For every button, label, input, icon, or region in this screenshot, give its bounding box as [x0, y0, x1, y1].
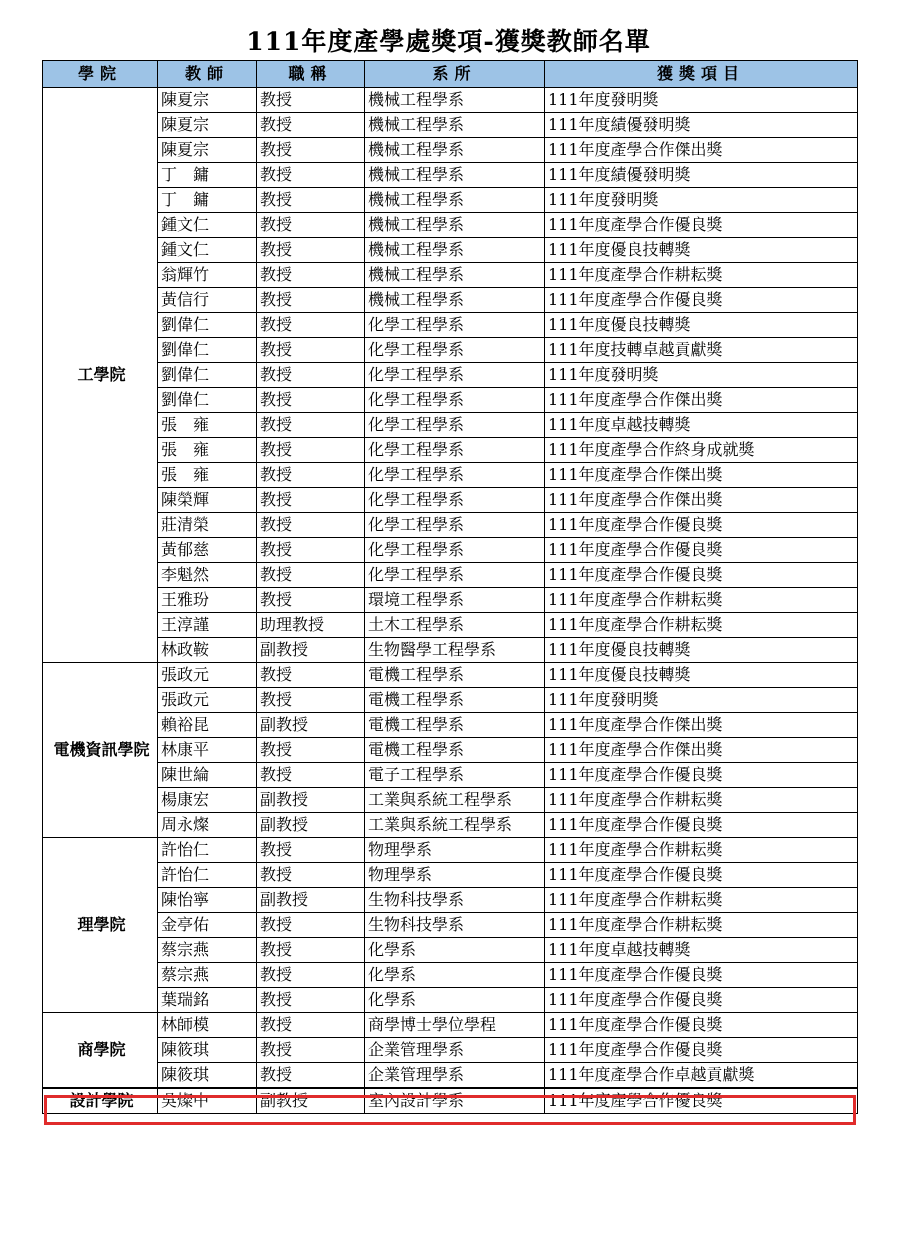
department-cell: 生物科技學系: [365, 888, 545, 913]
title-cell: 助理教授: [257, 613, 365, 638]
table-row: [43, 388, 858, 413]
title-cell: 教授: [257, 538, 365, 563]
award-cell: 111年度產學合作耕耘獎: [545, 888, 858, 913]
table-row: [43, 313, 858, 338]
award-cell: 111年度產學合作傑出獎: [545, 488, 858, 513]
title-cell: 副教授: [257, 713, 365, 738]
award-cell: 111年度發明獎: [545, 363, 858, 388]
teacher-cell: 陳筱琪: [158, 1063, 257, 1089]
title-cell: 教授: [257, 463, 365, 488]
department-cell: 化學工程學系: [365, 488, 545, 513]
title-cell: 教授: [257, 413, 365, 438]
title-cell: 教授: [257, 1013, 365, 1038]
title-cell: 教授: [257, 113, 365, 138]
table-row: [43, 513, 858, 538]
teacher-cell: 劉偉仁: [158, 313, 257, 338]
department-cell: 化學工程學系: [365, 463, 545, 488]
teacher-cell: 林政鞍: [158, 638, 257, 663]
teacher-cell: 王淳謹: [158, 613, 257, 638]
teacher-cell: 王雅玢: [158, 588, 257, 613]
teacher-cell: 張 雍: [158, 413, 257, 438]
table-row: [43, 788, 858, 813]
department-cell: 化學工程學系: [365, 563, 545, 588]
department-cell: 化學系: [365, 938, 545, 963]
title-cell: 教授: [257, 1038, 365, 1063]
award-cell: 111年度產學合作卓越貢獻獎: [545, 1063, 858, 1089]
department-cell: 企業管理學系: [365, 1063, 545, 1089]
title-cell: 教授: [257, 963, 365, 988]
department-cell: 物理學系: [365, 863, 545, 888]
title-cell: 教授: [257, 1063, 365, 1089]
teacher-cell: 張政元: [158, 688, 257, 713]
table-row: [43, 188, 858, 213]
teacher-cell: 陳筱琪: [158, 1038, 257, 1063]
title-cell: 教授: [257, 738, 365, 763]
teacher-cell: 陳怡寧: [158, 888, 257, 913]
teacher-cell: 莊清榮: [158, 513, 257, 538]
department-cell: 生物醫學工程學系: [365, 638, 545, 663]
title-cell: 教授: [257, 913, 365, 938]
teacher-cell: 翁輝竹: [158, 263, 257, 288]
title-cell: 教授: [257, 238, 365, 263]
college-cell: 商學院: [43, 1013, 158, 1089]
table-header-row: [43, 61, 858, 88]
table-body: [43, 88, 858, 1114]
table-row: [43, 988, 858, 1013]
teacher-cell: 丁 鏞: [158, 188, 257, 213]
award-cell: 111年度發明獎: [545, 188, 858, 213]
award-cell: 111年度發明獎: [545, 88, 858, 113]
award-cell: 111年度優良技轉獎: [545, 638, 858, 663]
teacher-cell: 張 雍: [158, 463, 257, 488]
department-cell: 生物科技學系: [365, 913, 545, 938]
award-cell: 111年度優良技轉獎: [545, 663, 858, 688]
department-cell: 機械工程學系: [365, 88, 545, 113]
award-table: [42, 60, 858, 1114]
teacher-cell: 丁 鏞: [158, 163, 257, 188]
title-cell: 教授: [257, 688, 365, 713]
department-cell: 物理學系: [365, 838, 545, 863]
department-cell: 環境工程學系: [365, 588, 545, 613]
award-cell: 111年度卓越技轉獎: [545, 413, 858, 438]
award-cell: 111年度產學合作優良獎: [545, 538, 858, 563]
teacher-cell: 鍾文仁: [158, 213, 257, 238]
title-cell: 教授: [257, 863, 365, 888]
page-title: 111年度產學處獎項-獲獎教師名單: [246, 27, 651, 56]
department-cell: 化學工程學系: [365, 413, 545, 438]
teacher-cell: 陳夏宗: [158, 113, 257, 138]
college-cell: 理學院: [43, 838, 158, 1013]
teacher-cell: 劉偉仁: [158, 363, 257, 388]
award-cell: 111年度優良技轉獎: [545, 238, 858, 263]
title-cell: 教授: [257, 938, 365, 963]
department-cell: 工業與系統工程學系: [365, 788, 545, 813]
award-cell: 111年度績優發明獎: [545, 163, 858, 188]
award-cell: 111年度產學合作耕耘獎: [545, 613, 858, 638]
teacher-cell: 許怡仁: [158, 863, 257, 888]
award-cell: 111年度產學合作優良獎: [545, 1038, 858, 1063]
table-row: [43, 963, 858, 988]
table-row: [43, 763, 858, 788]
teacher-cell: 李魁然: [158, 563, 257, 588]
department-cell: 電子工程學系: [365, 763, 545, 788]
teacher-cell: 金亭佑: [158, 913, 257, 938]
award-cell: 111年度產學合作優良獎: [545, 1088, 858, 1114]
award-cell: 111年度產學合作耕耘獎: [545, 788, 858, 813]
award-cell: 111年度產學合作優良獎: [545, 963, 858, 988]
table-row: [43, 663, 858, 688]
teacher-cell: 陳夏宗: [158, 138, 257, 163]
award-cell: 111年度產學合作優良獎: [545, 513, 858, 538]
header-award: 獲獎項目: [545, 61, 858, 88]
teacher-cell: 黃郁慈: [158, 538, 257, 563]
department-cell: 電機工程學系: [365, 663, 545, 688]
award-cell: 111年度產學合作傑出獎: [545, 713, 858, 738]
department-cell: 化學系: [365, 963, 545, 988]
header-title: 職稱: [257, 61, 365, 88]
award-cell: 111年度產學合作優良獎: [545, 763, 858, 788]
teacher-cell: 林師模: [158, 1013, 257, 1038]
table-row: [43, 463, 858, 488]
teacher-cell: 林康平: [158, 738, 257, 763]
table-row: [43, 138, 858, 163]
department-cell: 化學系: [365, 988, 545, 1013]
teacher-cell: 劉偉仁: [158, 338, 257, 363]
award-cell: 111年度卓越技轉獎: [545, 938, 858, 963]
department-cell: 化學工程學系: [365, 313, 545, 338]
title-cell: 教授: [257, 338, 365, 363]
department-cell: 商學博士學位學程: [365, 1013, 545, 1038]
title-cell: 教授: [257, 563, 365, 588]
award-cell: 111年度產學合作優良獎: [545, 563, 858, 588]
department-cell: 工業與系統工程學系: [365, 813, 545, 838]
teacher-cell: 吳燦中: [158, 1088, 257, 1114]
table-row: [43, 413, 858, 438]
table-row: [43, 263, 858, 288]
title-cell: 教授: [257, 88, 365, 113]
table-row: [43, 238, 858, 263]
title-cell: 教授: [257, 313, 365, 338]
title-cell: 副教授: [257, 638, 365, 663]
award-cell: 111年度產學合作傑出獎: [545, 738, 858, 763]
teacher-cell: 蔡宗燕: [158, 963, 257, 988]
teacher-cell: 張 雍: [158, 438, 257, 463]
department-cell: 機械工程學系: [365, 288, 545, 313]
title-cell: 副教授: [257, 1088, 365, 1114]
teacher-cell: 劉偉仁: [158, 388, 257, 413]
department-cell: 機械工程學系: [365, 213, 545, 238]
teacher-cell: 葉瑞銘: [158, 988, 257, 1013]
title-cell: 副教授: [257, 813, 365, 838]
department-cell: 化學工程學系: [365, 438, 545, 463]
table-row: [43, 288, 858, 313]
department-cell: 電機工程學系: [365, 713, 545, 738]
department-cell: 企業管理學系: [365, 1038, 545, 1063]
teacher-cell: 張政元: [158, 663, 257, 688]
table-row: [43, 913, 858, 938]
award-cell: 111年度績優發明獎: [545, 113, 858, 138]
award-cell: 111年度優良技轉獎: [545, 313, 858, 338]
award-cell: 111年度產學合作優良獎: [545, 863, 858, 888]
department-cell: 化學工程學系: [365, 513, 545, 538]
title-cell: 教授: [257, 488, 365, 513]
college-cell: 設計學院: [43, 1088, 158, 1114]
header-department: 系所: [365, 61, 545, 88]
department-cell: 機械工程學系: [365, 138, 545, 163]
title-cell: 教授: [257, 363, 365, 388]
department-cell: 化學工程學系: [365, 388, 545, 413]
table-row: [43, 338, 858, 363]
department-cell: 機械工程學系: [365, 238, 545, 263]
college-cell: 電機資訊學院: [43, 663, 158, 838]
award-cell: 111年度發明獎: [545, 688, 858, 713]
table-row: [43, 88, 858, 113]
table-row: [43, 938, 858, 963]
teacher-cell: 黃信行: [158, 288, 257, 313]
table-row: [43, 613, 858, 638]
department-cell: 室內設計學系: [365, 1088, 545, 1114]
table-row: [43, 588, 858, 613]
title-cell: 教授: [257, 838, 365, 863]
table-row: [43, 838, 858, 863]
table-row: [43, 488, 858, 513]
table-row: [43, 638, 858, 663]
department-cell: 機械工程學系: [365, 188, 545, 213]
header-college: 學院: [43, 61, 158, 88]
table-row: [43, 1038, 858, 1063]
table-row: [43, 888, 858, 913]
award-cell: 111年度產學合作耕耘獎: [545, 263, 858, 288]
award-cell: 111年度產學合作優良獎: [545, 988, 858, 1013]
college-cell: 工學院: [43, 88, 158, 663]
title-cell: 教授: [257, 388, 365, 413]
table-row: [43, 863, 858, 888]
table-row: [43, 563, 858, 588]
teacher-cell: 許怡仁: [158, 838, 257, 863]
department-cell: 電機工程學系: [365, 738, 545, 763]
table-row: [43, 163, 858, 188]
award-cell: 111年度產學合作耕耘獎: [545, 913, 858, 938]
teacher-cell: 陳夏宗: [158, 88, 257, 113]
award-cell: 111年度產學合作傑出獎: [545, 138, 858, 163]
award-cell: 111年度產學合作終身成就獎: [545, 438, 858, 463]
award-cell: 111年度產學合作優良獎: [545, 1013, 858, 1038]
department-cell: 土木工程學系: [365, 613, 545, 638]
title-cell: 教授: [257, 288, 365, 313]
title-cell: 教授: [257, 213, 365, 238]
teacher-cell: 陳榮輝: [158, 488, 257, 513]
header-teacher: 教師: [158, 61, 257, 88]
title-cell: 教授: [257, 263, 365, 288]
teacher-cell: 楊康宏: [158, 788, 257, 813]
title-cell: 教授: [257, 513, 365, 538]
title-cell: 副教授: [257, 788, 365, 813]
title-cell: 教授: [257, 138, 365, 163]
table-row: [43, 363, 858, 388]
title-cell: 教授: [257, 588, 365, 613]
department-cell: 機械工程學系: [365, 163, 545, 188]
department-cell: 化學工程學系: [365, 538, 545, 563]
teacher-cell: 周永燦: [158, 813, 257, 838]
title-cell: 教授: [257, 188, 365, 213]
table-row: [43, 713, 858, 738]
table-row: [43, 1088, 858, 1114]
award-cell: 111年度技轉卓越貢獻獎: [545, 338, 858, 363]
title-cell: 教授: [257, 663, 365, 688]
department-cell: 機械工程學系: [365, 263, 545, 288]
table-row: [43, 538, 858, 563]
title-cell: 教授: [257, 438, 365, 463]
award-cell: 111年度產學合作優良獎: [545, 813, 858, 838]
department-cell: 電機工程學系: [365, 688, 545, 713]
table-row: [43, 1013, 858, 1038]
teacher-cell: 蔡宗燕: [158, 938, 257, 963]
award-cell: 111年度產學合作優良獎: [545, 288, 858, 313]
title-cell: 教授: [257, 163, 365, 188]
table-row: [43, 813, 858, 838]
title-cell: 教授: [257, 763, 365, 788]
award-cell: 111年度產學合作傑出獎: [545, 463, 858, 488]
teacher-cell: 賴裕昆: [158, 713, 257, 738]
award-cell: 111年度產學合作耕耘獎: [545, 838, 858, 863]
table-row: [43, 438, 858, 463]
award-cell: 111年度產學合作傑出獎: [545, 388, 858, 413]
table-row: [43, 213, 858, 238]
award-cell: 111年度產學合作耕耘獎: [545, 588, 858, 613]
title-cell: 副教授: [257, 888, 365, 913]
award-cell: 111年度產學合作優良獎: [545, 213, 858, 238]
title-cell: 教授: [257, 988, 365, 1013]
table-row: [43, 738, 858, 763]
teacher-cell: 鍾文仁: [158, 238, 257, 263]
table-row: [43, 113, 858, 138]
table-row: [43, 688, 858, 713]
table-row: [43, 1063, 858, 1089]
department-cell: 機械工程學系: [365, 113, 545, 138]
department-cell: 化學工程學系: [365, 363, 545, 388]
department-cell: 化學工程學系: [365, 338, 545, 363]
teacher-cell: 陳世綸: [158, 763, 257, 788]
